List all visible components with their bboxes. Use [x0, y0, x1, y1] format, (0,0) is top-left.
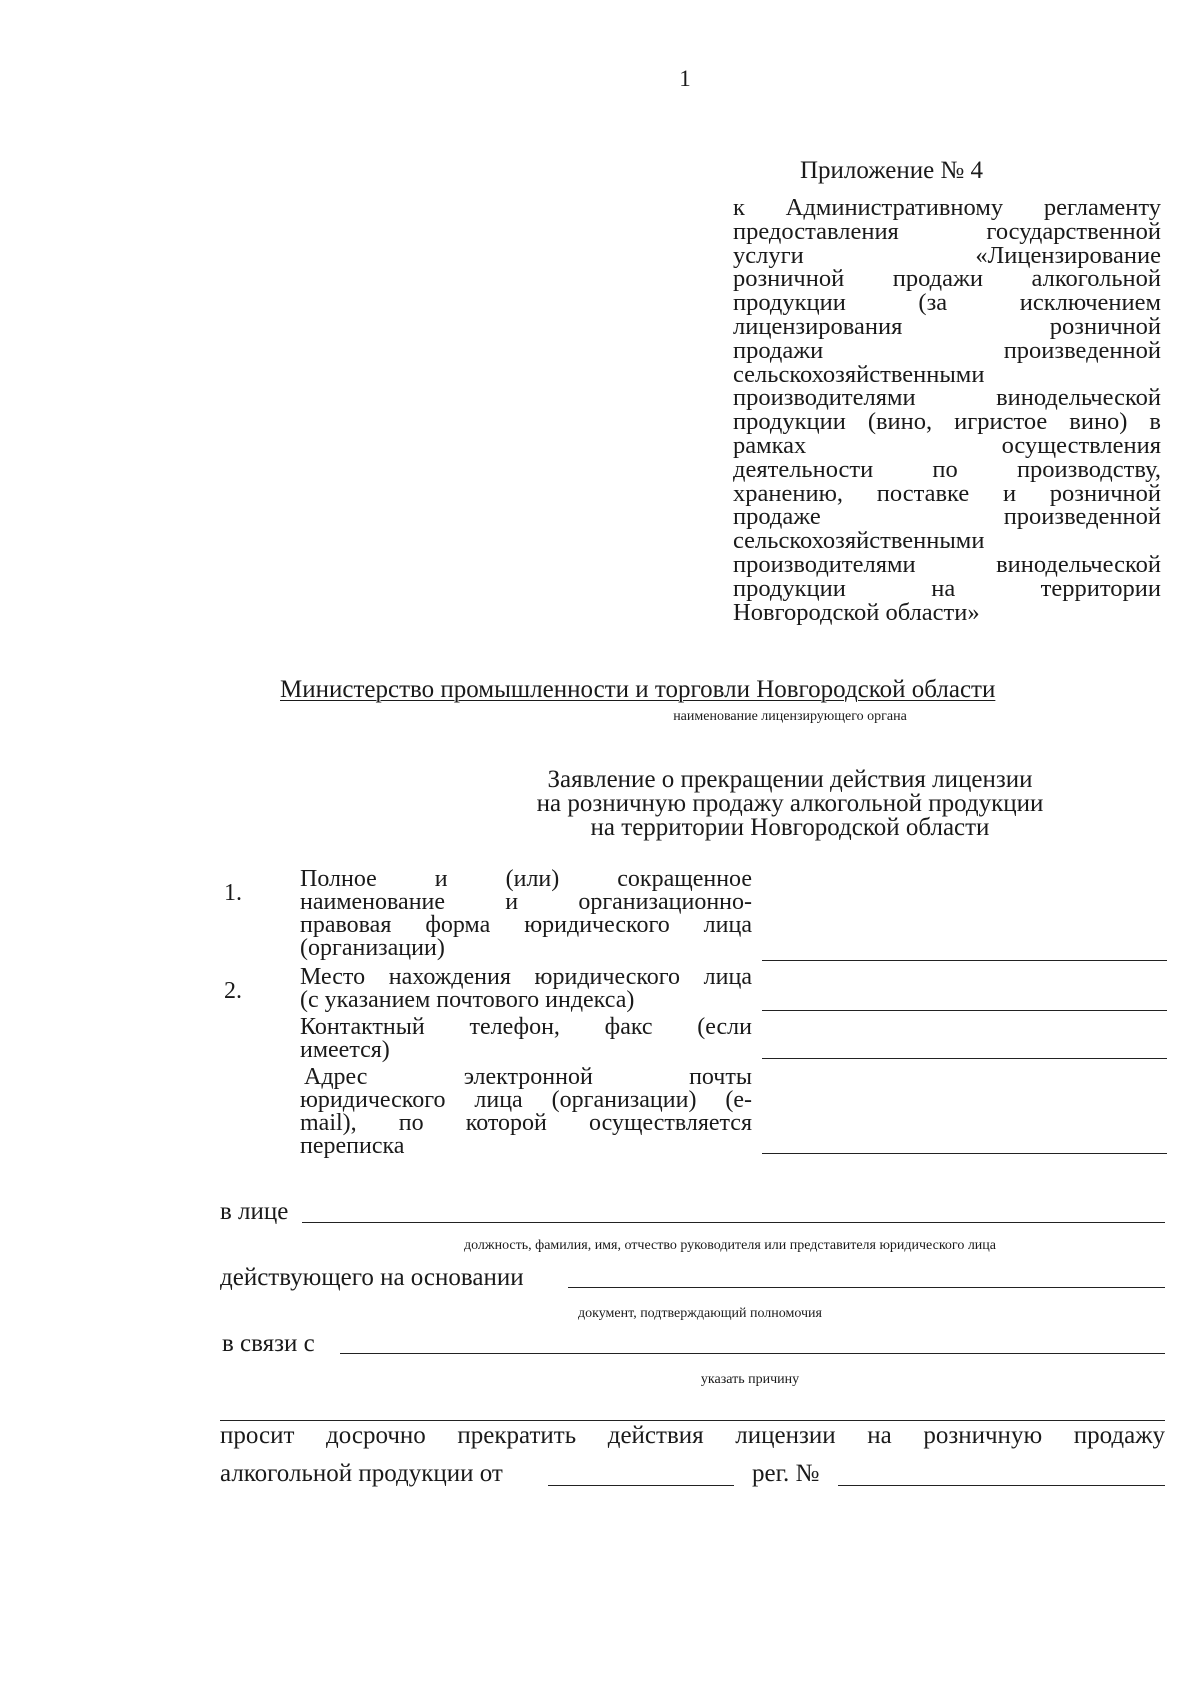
license-date-field[interactable]: [548, 1485, 734, 1486]
org-name-field[interactable]: [762, 960, 1167, 961]
appendix-line: предоставления государственной: [733, 217, 1161, 245]
field-label-line: Контактный телефон, факс (если: [300, 1014, 752, 1040]
form-title-line: на территории Новгородской области: [590, 814, 990, 841]
field-label-line: юридического лица (организации) (e-: [300, 1087, 752, 1113]
field-label-line: Место нахождения юридического лица: [300, 964, 752, 990]
reg-number-label: рег. №: [752, 1460, 820, 1487]
form-title-line: Заявление о прекращении действия лицензии: [547, 766, 1033, 793]
appendix-title: Приложение № 4: [800, 157, 984, 184]
reason-field[interactable]: [340, 1353, 1165, 1354]
field-label-line: Адрес электронной почты: [304, 1064, 752, 1090]
appendix-line: продукции (за исключением: [733, 289, 1161, 317]
form-title: [300, 768, 1200, 840]
field-label-line: mail), по которой осуществляется: [300, 1110, 752, 1136]
request-line: просит досрочно прекратить действия лицензии на розничную продажу: [220, 1422, 1165, 1449]
appendix-line: сельскохозяйственными: [733, 527, 985, 555]
acting-basis-caption: документ, подтверждающий полномочия: [578, 1306, 822, 1321]
field-label-org-name: [300, 868, 752, 960]
appendix-line: продажи произведенной: [733, 336, 1161, 364]
appendix-line: производителями винодельческой: [733, 550, 1161, 578]
page-number: 1: [679, 66, 691, 91]
field-label-line: имеется): [300, 1037, 390, 1063]
request-date-label: алкогольной продукции от: [220, 1460, 503, 1487]
appendix-line: деятельности по производству,: [733, 455, 1161, 483]
field-number: 2.: [224, 978, 242, 1004]
licensing-authority-caption: наименование лицензирующего органа: [673, 709, 907, 724]
represented-by-caption: должность, фамилия, имя, отчество руководителя или представителя юридического лица: [463, 1238, 997, 1253]
acting-basis-label: действующего на основании: [220, 1264, 524, 1291]
appendix-line: розничной продажи алкогольной: [733, 265, 1161, 293]
email-field[interactable]: [762, 1153, 1167, 1154]
location-field[interactable]: [762, 1010, 1167, 1011]
reason-continuation-field[interactable]: [220, 1420, 1165, 1421]
field-label-line: (организации): [300, 935, 445, 961]
appendix-line: сельскохозяйственными: [733, 360, 985, 388]
appendix-text-block: [733, 196, 1161, 624]
reg-number-field[interactable]: [838, 1485, 1165, 1486]
field-label-line: переписка: [300, 1133, 405, 1159]
appendix-line: лицензирования розничной: [733, 312, 1161, 340]
appendix-line: производителями винодельческой: [733, 384, 1161, 412]
reason-label: в связи с: [222, 1330, 315, 1357]
appendix-line: рамках осуществления: [733, 431, 1161, 459]
appendix-line: к Административному регламенту: [733, 194, 1161, 221]
field-label-line: Полное и (или) сокращенное: [300, 866, 752, 892]
acting-basis-field[interactable]: [568, 1287, 1165, 1288]
field-label-location: [300, 966, 752, 1012]
appendix-line: хранению, поставке и розничной: [733, 479, 1161, 507]
field-label-line: (с указанием почтового индекса): [300, 987, 635, 1013]
appendix-line: услуги «Лицензирование: [733, 241, 1161, 269]
represented-by-label: в лице: [220, 1198, 289, 1225]
appendix-line: Новгородской области»: [733, 598, 980, 626]
field-label-email: [300, 1066, 752, 1158]
field-label-phone: [300, 1016, 752, 1062]
represented-by-field[interactable]: [302, 1222, 1165, 1223]
appendix-line: продукции на территории: [733, 574, 1161, 602]
appendix-line: продаже произведенной: [733, 503, 1161, 531]
licensing-authority-name: Министерство промышленности и торговли Новгородской области: [280, 676, 996, 703]
field-number: 1.: [224, 880, 242, 906]
appendix-line: продукции (вино, игристое вино) в: [733, 408, 1161, 436]
reason-caption: указать причину: [700, 1372, 800, 1387]
form-title-line: на розничную продажу алкогольной продукции: [536, 790, 1044, 817]
phone-fax-field[interactable]: [762, 1058, 1167, 1059]
field-label-line: правовая форма юридического лица: [300, 912, 752, 938]
field-label-line: наименование и организационно-: [300, 889, 752, 915]
